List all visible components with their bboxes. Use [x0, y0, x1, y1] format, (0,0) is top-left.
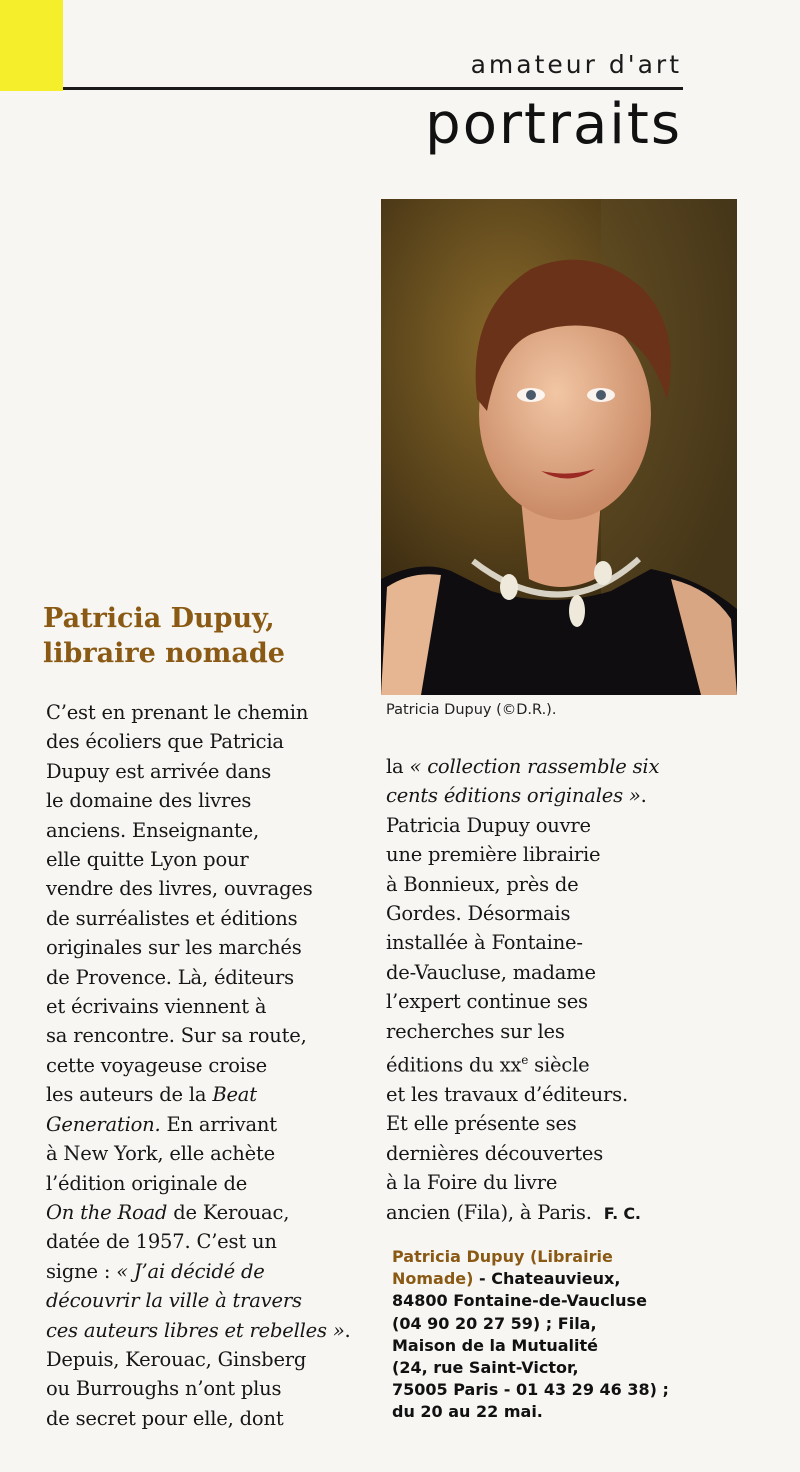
info-box: [392, 1246, 669, 1424]
italic-text: « collection rassemble six: [409, 755, 660, 778]
article-headline: [43, 601, 285, 671]
info-name: Patricia Dupuy (Librairie: [392, 1247, 613, 1266]
body-line: sa rencontre. Sur sa route,: [46, 1024, 307, 1048]
author-byline: F. C.: [603, 1203, 641, 1223]
section-kicker: amateur d'art: [470, 50, 682, 79]
body-text: En arrivant: [160, 1112, 277, 1136]
body-line: à la Foire du livre: [386, 1171, 558, 1195]
body-text: éditions du xx: [386, 1053, 522, 1077]
italic-text: On the Road: [46, 1200, 168, 1224]
body-line: [46, 1110, 351, 1139]
body-line: de secret pour elle, dont: [46, 1406, 284, 1430]
body-line: et les travaux d’éditeurs.: [386, 1082, 628, 1106]
body-line: [46, 1198, 351, 1227]
body-text: les auteurs de la: [46, 1083, 213, 1107]
info-line: du 20 au 22 mai.: [392, 1402, 543, 1422]
body-line: de surréalistes et éditions: [46, 906, 298, 930]
body-line: à Bonnieux, près de: [386, 872, 579, 896]
body-line: cette voyageuse croise: [46, 1053, 267, 1077]
body-line: vendre des livres, ouvrages: [46, 877, 313, 901]
headline-line: Patricia Dupuy,: [43, 603, 275, 634]
yellow-corner-tab: [0, 0, 63, 91]
body-line: [386, 781, 659, 810]
body-text: la: [386, 755, 410, 778]
body-line: l’expert continue ses: [386, 990, 588, 1014]
info-line: 75005 Paris - 01 43 29 46 38) ;: [392, 1380, 669, 1400]
body-line: [46, 1080, 351, 1109]
body-line: elle quitte Lyon pour: [46, 848, 249, 872]
italic-text: « J’ai décidé de: [116, 1259, 265, 1283]
italic-text: Generation.: [46, 1112, 161, 1136]
body-line: [386, 1198, 659, 1228]
body-line: l’édition originale de: [46, 1171, 248, 1195]
portrait-photo: [381, 199, 737, 695]
superscript: e: [521, 1053, 529, 1068]
headline-line: libraire nomade: [43, 638, 285, 669]
body-text: .: [640, 784, 647, 808]
body-line: anciens. Enseignante,: [46, 818, 260, 842]
body-text: de Kerouac,: [167, 1200, 290, 1224]
info-line: (04 90 20 27 59) ; Fila,: [392, 1313, 597, 1333]
info-line: (24, rue Saint-Victor,: [392, 1358, 579, 1378]
body-line: et écrivains viennent à: [46, 995, 267, 1019]
body-line: C’est en prenant le chemin: [46, 701, 309, 724]
body-text: siècle: [528, 1053, 590, 1077]
body-line: à New York, elle achète: [46, 1142, 275, 1166]
info-line: 84800 Fontaine-de-Vaucluse: [392, 1291, 647, 1311]
body-line: [386, 752, 659, 781]
info-text: - Chateauvieux,: [473, 1269, 621, 1289]
body-line: [386, 1046, 659, 1080]
body-text: signe :: [46, 1259, 117, 1283]
body-line: une première librairie: [386, 843, 601, 867]
info-line: Maison de la Mutualité: [392, 1335, 599, 1355]
body-line: découvrir la ville à travers: [46, 1289, 302, 1313]
body-line: installée à Fontaine-: [386, 931, 583, 955]
article-left-column: [46, 698, 351, 1433]
body-line: des écoliers que Patricia: [46, 730, 284, 754]
body-line: [46, 1316, 351, 1345]
body-line: datée de 1957. C’est un: [46, 1230, 277, 1254]
italic-text: Beat: [212, 1083, 257, 1107]
italic-text: cents éditions originales »: [386, 784, 641, 808]
header-rule: [63, 87, 683, 90]
body-text: ancien (Fila), à Paris.: [386, 1200, 592, 1224]
body-line: dernières découvertes: [386, 1141, 604, 1165]
info-line: [392, 1268, 669, 1290]
body-line: originales sur les marchés: [46, 936, 302, 960]
body-line: Patricia Dupuy ouvre: [386, 813, 591, 837]
article-right-column: [386, 752, 659, 1228]
body-text: .: [344, 1318, 351, 1342]
body-line: Dupuy est arrivée dans: [46, 759, 272, 783]
italic-text: ces auteurs libres et rebelles »: [46, 1318, 345, 1342]
body-line: le domaine des livres: [46, 789, 252, 813]
body-line: Gordes. Désormais: [386, 902, 571, 926]
body-line: Et elle présente ses: [386, 1112, 577, 1136]
body-line: recherches sur les: [386, 1019, 565, 1043]
body-line: de Provence. Là, éditeurs: [46, 965, 294, 989]
body-line: de-Vaucluse, madame: [386, 960, 596, 984]
photo-caption: Patricia Dupuy (©D.R.).: [386, 702, 557, 718]
section-title: portraits: [425, 92, 682, 157]
body-line: ou Burroughs n’ont plus: [46, 1377, 282, 1401]
info-name: Nomade): [392, 1269, 474, 1289]
body-line: [46, 1257, 351, 1286]
body-line: Depuis, Kerouac, Ginsberg: [46, 1347, 307, 1371]
